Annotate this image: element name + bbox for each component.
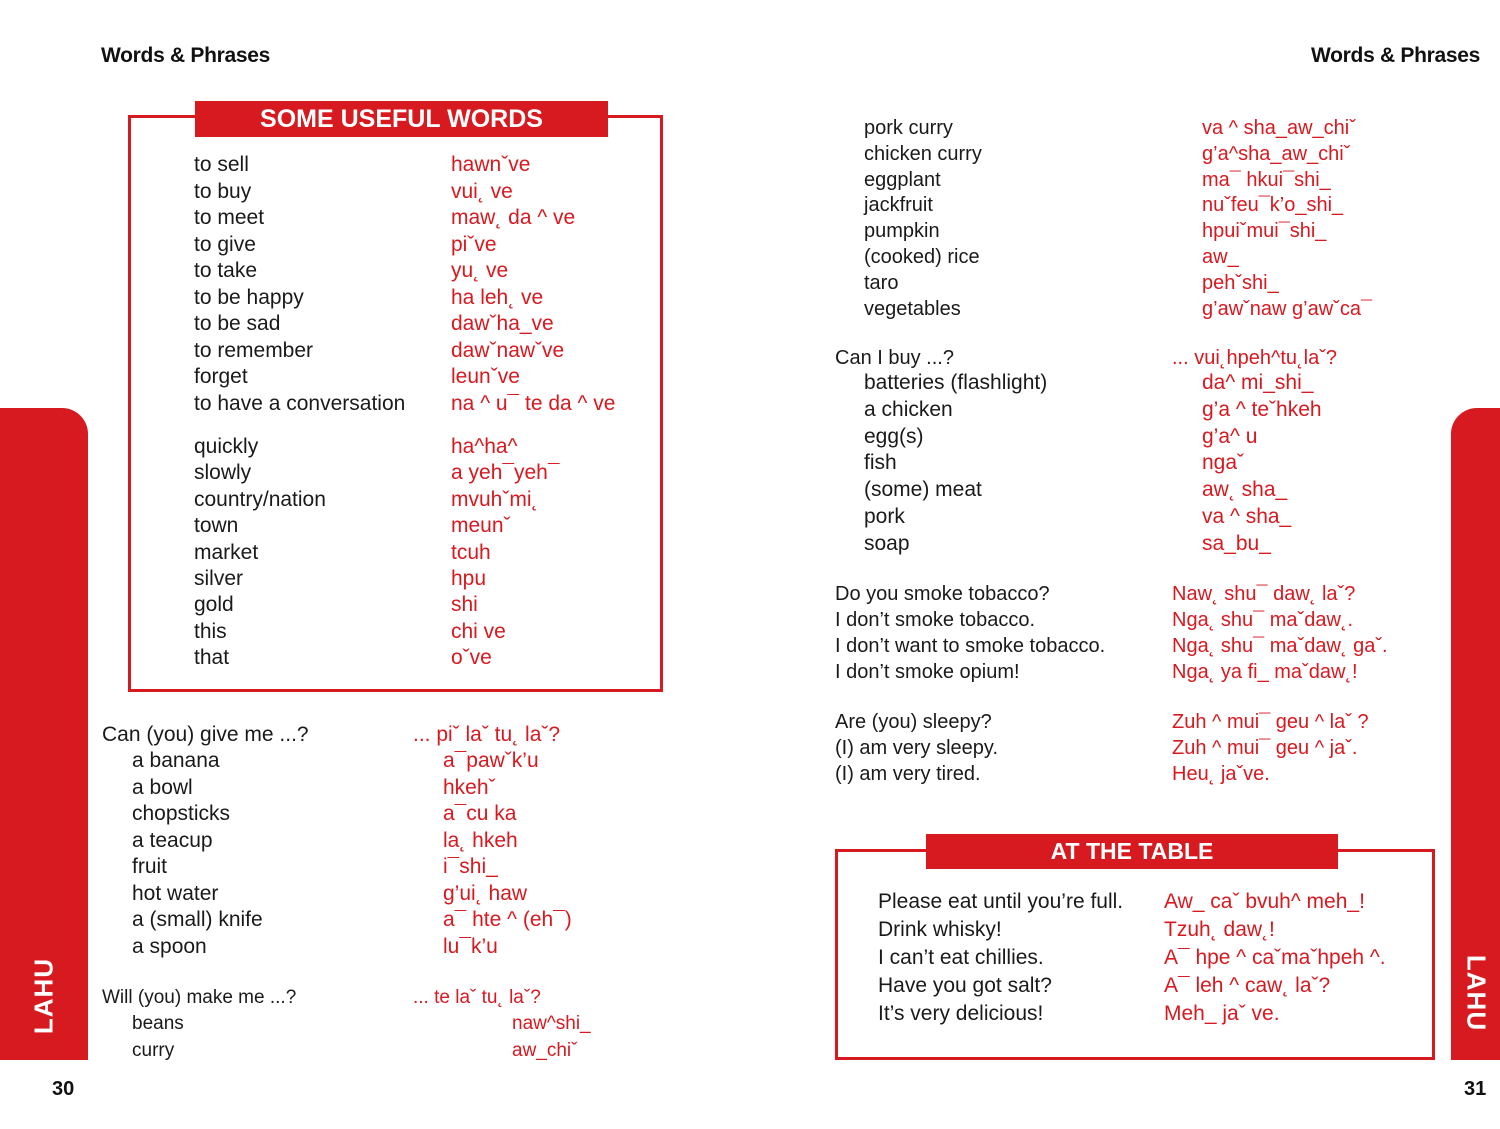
give-me-item-lahu: a¯ hte ^ (eh¯) [443, 908, 572, 931]
table-row-english: Drink whisky! [878, 918, 1002, 941]
word-row-english: to be happy [194, 285, 304, 309]
word-row-lahu: na ^ u¯ te da ^ ve [451, 391, 616, 415]
give-me-heading-lahu: ... piˇ laˇ tu˛ laˇ? [413, 723, 561, 746]
can-i-buy-item-english: egg(s) [864, 424, 924, 448]
table-row-english: I can’t eat chillies. [878, 946, 1044, 969]
word-row-english: slowly [194, 461, 252, 485]
word-row-english: town [194, 514, 239, 538]
give-me-item-lahu: i¯shi_ [443, 855, 498, 878]
word-row-english: forget [194, 365, 248, 388]
smoking-row-lahu: Nga˛ shu¯ maˇdaw˛. [1172, 609, 1354, 631]
make-me-item-english: beans [132, 1013, 184, 1034]
word-row-english: to sell [194, 153, 249, 176]
word-row-lahu: hawnˇve [451, 153, 531, 176]
food-row-lahu: ma¯ hkui¯shi_ [1202, 168, 1331, 191]
at-table-title: AT THE TABLE [926, 834, 1338, 869]
smoking-row-lahu: Naw˛ shu¯ daw˛ laˇ? [1172, 583, 1356, 605]
can-i-buy-item-english: a chicken [864, 397, 953, 421]
word-row-lahu: piˇve [451, 232, 497, 256]
give-me-item-lahu: la˛ hkeh [443, 828, 518, 852]
can-i-buy-item-lahu: g’a ^ teˇhkeh [1202, 397, 1322, 421]
side-tab-label-right: LAHU [1461, 954, 1492, 1032]
word-row-english: to have a conversation [194, 391, 406, 415]
word-row-lahu: oˇve [451, 646, 492, 670]
sleepy-row-english: (I) am very tired. [835, 763, 981, 785]
make-me-item-english: curry [132, 1040, 175, 1061]
can-i-buy-item-english: (some) meat [864, 478, 982, 502]
table-row-english: Please eat until you’re full. [878, 890, 1124, 913]
give-me-item-english: a spoon [132, 934, 207, 958]
smoking-row-english: Do you smoke tobacco? [835, 583, 1050, 605]
make-me-item-lahu: naw^shi_ [512, 1013, 591, 1034]
smoking-row-english: I don’t smoke opium! [835, 661, 1020, 683]
give-me-item-english: a teacup [132, 828, 213, 852]
food-row-english: jackfruit [864, 194, 933, 217]
word-row-lahu: hpu [451, 567, 487, 590]
can-i-buy-item-english: fish [864, 451, 897, 475]
can-i-buy-heading-lahu: ... vui˛hpeh^tu˛laˇ? [1172, 347, 1338, 369]
word-row-english: quickly [194, 435, 259, 458]
can-i-buy-item-lahu: sa_bu_ [1202, 531, 1271, 555]
page-number-right: 31 [1464, 1078, 1487, 1100]
table-row-lahu: A¯ hpe ^ caˇmaˇhpeh ^. [1164, 946, 1386, 969]
can-i-buy-item-lahu: da^ mi_shi_ [1202, 371, 1314, 394]
food-row-english: taro [864, 271, 899, 294]
can-i-buy-item-lahu: ngaˇ [1202, 451, 1245, 475]
word-row-lahu: meunˇ [451, 514, 511, 538]
food-row-english: chicken curry [864, 142, 982, 165]
smoking-row-english: I don’t smoke tobacco. [835, 609, 1036, 631]
word-row-lahu: yu˛ ve [451, 259, 509, 282]
food-row-lahu: va ^ sha_aw_chiˇ [1202, 117, 1356, 139]
give-me-item-english: fruit [132, 855, 168, 878]
can-i-buy-item-lahu: aw˛ sha_ [1202, 478, 1288, 502]
word-row-english: to remember [194, 338, 314, 362]
word-row-english: to meet [194, 206, 265, 229]
give-me-item-lahu: g’ui˛ haw [443, 881, 528, 905]
food-row-english: eggplant [864, 168, 941, 191]
food-row-lahu: nuˇfeu¯k’o_shi_ [1202, 194, 1344, 217]
word-row-lahu: dawˇha_ve [451, 312, 554, 335]
word-row-lahu: chi ve [451, 619, 506, 643]
word-row-english: silver [194, 567, 244, 590]
can-i-buy-heading-english: Can I buy ...? [835, 347, 954, 369]
table-row-lahu: Meh_ jaˇ ve. [1164, 1002, 1280, 1025]
give-me-item-lahu: a¯pawˇk’u [443, 749, 539, 772]
side-tab-right [1451, 408, 1500, 1060]
side-tab-left [0, 408, 88, 1060]
table-row-english: Have you got salt? [878, 974, 1052, 997]
can-i-buy-item-lahu: va ^ sha_ [1202, 505, 1292, 528]
word-row-lahu: leunˇve [451, 365, 520, 388]
make-me-heading-english: Will (you) make me ...? [102, 987, 297, 1008]
give-me-item-english: hot water [132, 881, 219, 905]
give-me-item-lahu: a¯cu ka [443, 802, 517, 825]
word-row-english: to be sad [194, 312, 281, 335]
sleepy-row-english: (I) am very sleepy. [835, 737, 998, 759]
side-tab-label-left: LAHU [28, 957, 59, 1035]
food-row-english: (cooked) rice [864, 246, 980, 268]
word-row-lahu: tcuh [451, 540, 491, 564]
make-me-item-lahu: aw_chiˇ [512, 1040, 578, 1061]
food-row-english: pumpkin [864, 220, 940, 243]
word-row-english: to take [194, 259, 258, 282]
make-me-heading-lahu: ... te laˇ tu˛ laˇ? [413, 987, 541, 1008]
word-row-english: to give [194, 232, 256, 256]
can-i-buy-item-lahu: g’a^ u [1202, 424, 1258, 448]
food-row-lahu: g’awˇnaw g’awˇca¯ [1202, 297, 1372, 320]
food-row-lahu: pehˇshi_ [1202, 271, 1279, 294]
useful-words-title: SOME USEFUL WORDS [195, 101, 608, 137]
word-row-lahu: vui˛ ve [451, 179, 513, 203]
food-row-english: pork curry [864, 117, 953, 139]
give-me-item-english: a bowl [132, 775, 193, 799]
word-row-lahu: ha leh˛ ve [451, 285, 544, 309]
running-header-right: Words & Phrases [1311, 44, 1481, 67]
can-i-buy-item-english: soap [864, 531, 910, 555]
food-row-lahu: hpuiˇmui¯shi_ [1202, 220, 1327, 243]
food-row-english: vegetables [864, 297, 961, 320]
food-row-lahu: aw_ [1202, 246, 1239, 268]
sleepy-row-lahu: Zuh ^ mui¯ geu ^ jaˇ. [1172, 737, 1358, 759]
smoking-row-english: I don’t want to smoke tobacco. [835, 635, 1106, 657]
smoking-row-lahu: Nga˛ ya fi_ maˇdaw˛! [1172, 661, 1358, 683]
word-row-lahu: shi [451, 593, 478, 617]
word-row-english: that [194, 646, 230, 670]
give-me-item-lahu: lu¯k’u [443, 934, 498, 958]
give-me-item-english: a banana [132, 749, 220, 772]
word-row-lahu: mvuhˇmi˛ [451, 487, 539, 511]
sleepy-row-lahu: Heu˛ jaˇve. [1172, 763, 1270, 785]
word-row-english: market [194, 540, 259, 564]
table-row-lahu: Aw_ caˇ bvuh^ meh_! [1164, 890, 1365, 913]
give-me-item-english: chopsticks [132, 802, 231, 825]
give-me-heading-english: Can (you) give me ...? [102, 723, 309, 746]
smoking-row-lahu: Nga˛ shu¯ maˇdaw˛ gaˇ. [1172, 635, 1388, 657]
word-row-lahu: a yeh¯yeh¯ [451, 461, 560, 485]
can-i-buy-item-english: pork [864, 505, 905, 528]
give-me-item-lahu: hkehˇ [443, 775, 496, 799]
running-header-left: Words & Phrases [101, 44, 271, 67]
word-row-english: gold [194, 593, 234, 617]
table-row-lahu: Tzuh˛ daw˛! [1164, 918, 1275, 941]
word-row-english: this [194, 619, 227, 643]
word-row-lahu: maw˛ da ^ ve [451, 206, 576, 229]
table-row-lahu: A¯ leh ^ caw˛ laˇ? [1164, 974, 1331, 997]
word-row-english: to buy [194, 179, 252, 203]
page-number-left: 30 [52, 1078, 75, 1100]
word-row-lahu: ha^ha^ [451, 435, 518, 458]
sleepy-row-lahu: Zuh ^ mui¯ geu ^ laˇ ? [1172, 711, 1369, 733]
table-row-english: It’s very delicious! [878, 1002, 1044, 1025]
sleepy-row-english: Are (you) sleepy? [835, 711, 992, 733]
can-i-buy-item-english: batteries (flashlight) [864, 371, 1048, 394]
food-row-lahu: g’a^sha_aw_chiˇ [1202, 142, 1351, 165]
word-row-lahu: dawˇnawˇve [451, 338, 565, 362]
give-me-item-english: a (small) knife [132, 908, 263, 931]
word-row-english: country/nation [194, 487, 326, 511]
